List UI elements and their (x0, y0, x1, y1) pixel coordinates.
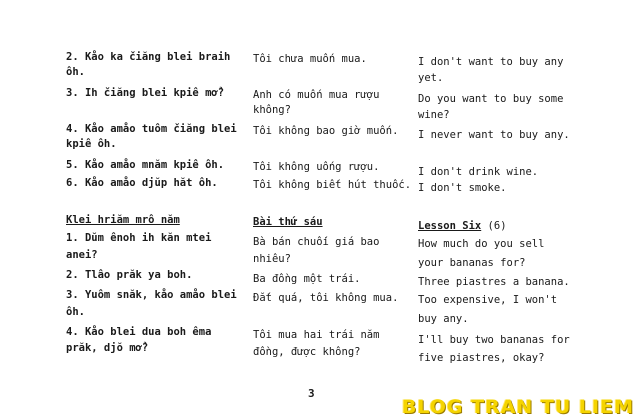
english-line: Too expensive, I won't (418, 294, 558, 306)
vietnamese-line: đồng, được không? (253, 346, 361, 358)
vietnamese-line: Tôi không uống rượu. (253, 161, 380, 173)
vietnamese-line: Tôi mua hai trái năm (253, 329, 380, 341)
ede-line: 5. Kåo amåo mnăm kpiê ôh. (66, 159, 225, 171)
english-line: How much do you sell (418, 238, 545, 250)
english-line: I don't drink wine. (418, 166, 539, 178)
vietnamese-line: Tôi chưa muốn mua. (253, 53, 367, 65)
english-line: I don't want to buy any (418, 56, 564, 68)
vietnamese-line: không? (253, 104, 291, 116)
ede-line: kpiê ôh. (66, 138, 117, 150)
english-line: wine? (418, 109, 450, 121)
vietnamese-line: Tôi không bao giờ muốn. (253, 125, 399, 137)
ede-line: 4. Kåo amåo tuôm čiăng blei (66, 123, 237, 135)
vietnamese-line: Anh có muốn mua rượu (253, 89, 380, 101)
english-line: Do you want to buy some (418, 93, 564, 105)
lesson-heading-ede: Klei hriăm mrô năm (66, 214, 180, 226)
lesson-heading-vietnamese: Bài thứ sáu (253, 216, 323, 228)
english-line: Three piastres a banana. (418, 276, 570, 288)
ede-line: ôh. (66, 66, 85, 78)
lesson-heading-english (418, 219, 507, 233)
vietnamese-line: Đắt quá, tôi không mua. (253, 292, 399, 304)
ede-line: prăk, djŏ mở? (66, 342, 149, 354)
ede-line: ôh. (66, 306, 85, 318)
ede-line: 3. Yuôm snăk, kåo amåo blei (66, 289, 237, 301)
page-number: 3 (308, 387, 315, 400)
english-line: five piastres, okay? (418, 352, 545, 364)
lesson-number: (6) (487, 220, 507, 232)
ede-line: 4. Kåo blei dua boh êma (66, 326, 212, 338)
ede-line: anei? (66, 249, 98, 261)
watermark-logo: BLOG TRAN TU LIEM (401, 396, 634, 418)
english-line: buy any. (418, 313, 469, 325)
ede-line: 6. Kåo amåo djŭp hăt ôh. (66, 177, 218, 189)
english-line: I'll buy two bananas for (418, 334, 570, 346)
ede-line: 2. Kåo ka čiăng blei braih (66, 51, 231, 63)
vietnamese-line: Ba đồng một trái. (253, 273, 361, 285)
ede-line: 1. Dŭm ênoh ih kăn mtei (66, 232, 212, 244)
vietnamese-line: nhiêu? (253, 253, 291, 265)
ede-line: 2. Tlâo prăk ya boh. (66, 269, 193, 281)
ede-line: 3. Ih čiăng blei kpiê mở? (66, 87, 225, 99)
english-line: your bananas for? (418, 257, 526, 269)
english-line: I never want to buy any. (418, 129, 570, 141)
english-line: I don't smoke. (418, 182, 507, 194)
english-line: yet. (418, 72, 444, 84)
lesson-heading-english-text: Lesson Six (418, 220, 482, 232)
vietnamese-line: Tôi không biết hút thuốc. (253, 179, 412, 191)
vietnamese-line: Bà bán chuối giá bao (253, 236, 380, 248)
